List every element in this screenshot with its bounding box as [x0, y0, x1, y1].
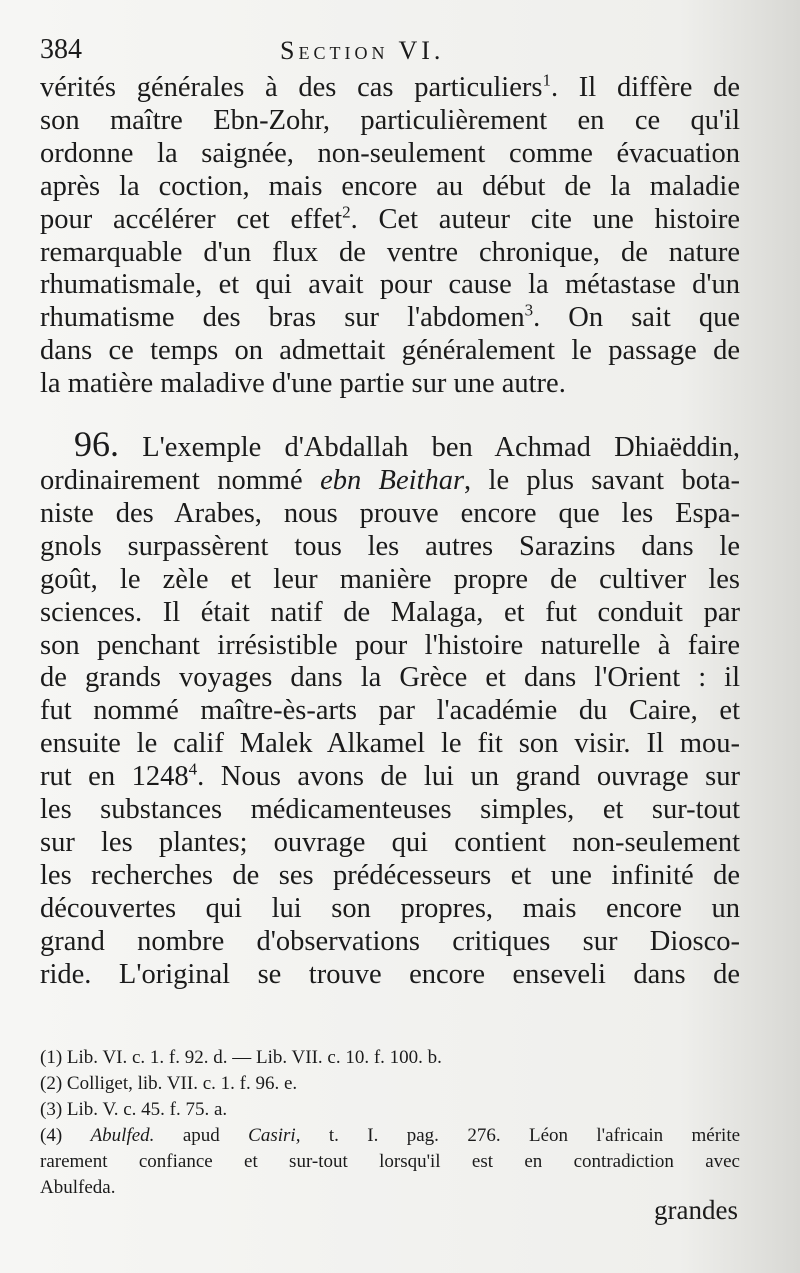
- text-line: sciences. Il était natif de Malaga, et fut conduit par: [40, 596, 740, 628]
- footnote-2: (2) Colliget, lib. VII. c. 1. f. 96. e.: [40, 1073, 298, 1094]
- text-line: rut en 1248$^4$. Nous avons de lui un grand ouvrage sur: [40, 759, 740, 793]
- running-head: Section VI.: [280, 36, 445, 65]
- text-line: de grands voyages dans la Grèce et dans l'Orient : il: [40, 662, 740, 694]
- text-line: après la coction, mais encore au début de la maladie: [40, 170, 740, 202]
- text-line: gnols surpassèrent tous les autres Sarazins dans le: [40, 530, 740, 562]
- text-line: rhumatisme des bras sur l'abdomen$^3$. On sait que: [40, 300, 740, 334]
- text-line: niste des Arabes, nous prouve encore que les Espa-: [40, 497, 740, 529]
- text-line: ensuite le calif Malek Alkamel le fit son visir. Il mou-: [40, 728, 740, 760]
- paragraph-2: [40, 424, 741, 991]
- body-text: [40, 72, 740, 991]
- text-line: goût, le zèle et leur manière propre de cultiver les: [40, 563, 740, 595]
- text-line: les recherches de ses prédécesseurs et une infinité de: [40, 859, 740, 891]
- footnote-mark: 1: [542, 70, 551, 90]
- text-line: remarquable d'un flux de ventre chronique, de nature: [40, 236, 740, 268]
- page-number: 384: [40, 34, 82, 65]
- footnote-mark: 2: [342, 202, 351, 222]
- footnote-1: (1) Lib. VI. c. 1. f. 92. d. — Lib. VII. c. 10. f. 100. b.: [40, 1047, 442, 1068]
- text-line: les substances médicamenteuses simples, et sur-tout: [40, 794, 740, 826]
- text-line: découvertes qui lui son propres, mais encore un: [40, 892, 740, 924]
- paragraph-number: 96.: [74, 424, 119, 465]
- text-line: ride. L'original se trouve encore enseveli dans de: [40, 958, 740, 990]
- text-line: son maître Ebn-Zohr, particulièrement en ce qu'il: [40, 104, 740, 136]
- paragraph-1: [40, 72, 740, 401]
- footnote-4-continuation: rarement confiance et sur-tout lorsqu'il est en contradiction avec: [40, 1151, 740, 1172]
- catchword: grandes: [654, 1195, 738, 1225]
- text-line: dans ce temps on admettait généralement le passage de: [40, 335, 740, 367]
- footnote-4: (4) Abulfed. apud Casiri, t. I. pag. 276. Léon l'africain mérite: [40, 1125, 741, 1146]
- text-line: rhumatismale, et qui avait pour cause la métastase d'un: [40, 269, 740, 301]
- footnote-mark: 3: [524, 300, 534, 320]
- footnotes: [40, 1045, 740, 1201]
- page-header: [40, 30, 740, 70]
- italic-name: ebn Beithar: [320, 464, 465, 496]
- text-line: pour accélérer cet effet$^2$. Cet auteur cite une histoire: [40, 202, 740, 235]
- text-line: la matière maladive d'une partie sur une autre.: [40, 368, 566, 400]
- footnote-mark: 4: [188, 759, 198, 779]
- text-line: vérités générales à des cas particuliers$^1$. Il diffère de: [40, 70, 741, 103]
- text-line: son penchant irrésistible pour l'histoire naturelle à faire: [40, 629, 740, 661]
- footnote-3: (3) Lib. V. c. 45. f. 75. a.: [40, 1099, 228, 1120]
- text-line: ordinairement nommé ebn Beithar, le plus savant bota-: [40, 464, 741, 496]
- text-line: fut nommé maître-ès-arts par l'académie du Caire, et: [40, 695, 740, 727]
- text-line: grand nombre d'observations critiques sur Diosco-: [40, 925, 740, 957]
- text-line: 96. L'exemple d'Abdallah ben Achmad Dhiaëddin,: [74, 424, 740, 465]
- text-line: sur les plantes; ouvrage qui contient non-seulement: [40, 826, 740, 858]
- footnote-4-end: Abulfeda.: [40, 1177, 116, 1198]
- text-line: ordonne la saignée, non-seulement comme évacuation: [40, 137, 740, 169]
